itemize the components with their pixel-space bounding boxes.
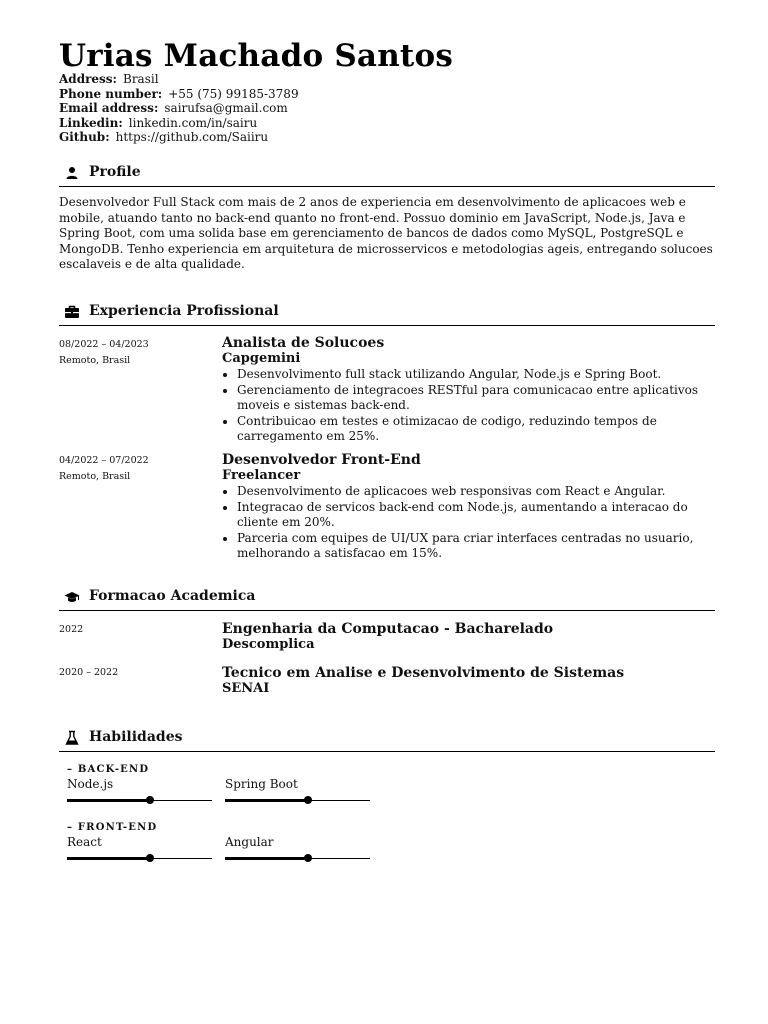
skill-name: Angular [225,835,274,849]
section-title: Habilidades [89,729,183,745]
skill-level-marker [304,796,312,804]
briefcase-icon [64,304,80,320]
contact-label: Phone number: [59,86,163,101]
user-icon [64,165,80,181]
contact-label: Linkedin: [59,115,123,130]
skill-level-marker [304,854,312,862]
contact-value: +55 (75) 99185-3789 [168,86,299,101]
section-title: Profile [89,164,141,180]
contact-linkedin [59,116,299,131]
skill-category: – FRONT-END [67,822,158,833]
skill-level-marker [146,854,154,862]
skill-bar-fill [67,857,150,860]
skill-bar-fill [67,799,150,802]
contact-value: https://github.com/Saiiru [115,130,269,145]
candidate-name: Urias Machado Santos [59,38,453,74]
education-dates: 2020 – 2022 [59,667,119,678]
skill-category: – BACK-END [67,764,150,775]
skill-level-bar [225,854,370,864]
section-title: Formacao Academica [89,588,256,604]
contact-email [59,101,299,116]
education-dates: 2022 [59,624,84,635]
contact-label: Email address: [59,101,159,116]
skill-name: React [67,835,102,849]
experience-section-header [59,303,715,326]
school-name: SENAI [222,681,270,696]
contact-block [59,72,299,145]
job-bullet: • Desenvolvimento de aplicacoes web responsivas com React e Angular. [237,484,715,500]
graduation-cap-icon [64,589,80,605]
experience-entry [222,335,715,445]
job-bullet: • Integracao de servicos back-end com Node.js, aumentando a interacao do cliente em 20%. [237,500,715,531]
school-name: Descomplica [222,637,315,652]
contact-value: Brasil [123,72,159,86]
skill-item [225,835,370,864]
experience-dates: 08/2022 – 04/2023 [59,339,149,350]
skills-section-header [59,729,715,752]
contact-label: Github: [59,130,110,145]
job-bullet: • Desenvolvimento full stack utilizando Angular, Node.js e Spring Boot. [237,367,715,383]
experience-entry [222,452,715,562]
skill-name: Spring Boot [225,777,298,791]
profile-section-header [59,164,715,187]
skill-level-bar [225,796,370,806]
job-bullet: • Parceria com equipes de UI/UX para criar interfaces centradas no usuario, melhorando a satisfacao em 15%. [237,531,715,562]
skill-level-bar [67,796,212,806]
flask-icon [64,730,80,746]
company-name: Freelancer [222,468,301,483]
job-bullets [222,367,715,445]
experience-location: Remoto, Brasil [59,354,131,366]
job-bullets [222,484,715,562]
job-title: Desenvolvedor Front-End [222,452,421,468]
job-bullet: • Gerenciamento de integracoes RESTful para comunicacao entre aplicativos moveis e sistemas back-end. [237,383,715,414]
section-title: Experiencia Profissional [89,303,279,319]
contact-label: Address: [59,72,117,86]
degree-title: Engenharia da Computacao - Bacharelado [222,621,554,637]
contact-address [59,72,299,87]
skill-level-marker [146,796,154,804]
experience-location: Remoto, Brasil [59,470,131,482]
contact-phone [59,87,299,102]
contact-github [59,130,299,145]
skill-level-bar [67,854,212,864]
skill-item [225,777,370,806]
experience-meta [59,453,149,484]
skill-name: Node.js [67,777,114,791]
skill-item [67,835,212,864]
contact-value: linkedin.com/in/sairu [128,115,258,130]
education-entry [222,665,715,696]
skill-item [67,777,212,806]
experience-dates: 04/2022 – 07/2022 [59,455,149,466]
experience-meta [59,337,149,368]
degree-title: Tecnico em Analise e Desenvolvimento de Sistemas [222,665,625,681]
job-bullet: • Contribuicao em testes e otimizacao de codigo, reduzindo tempos de carregamento em 25%. [237,414,715,445]
skill-bar-fill [225,857,308,860]
job-title: Analista de Solucoes [222,335,385,351]
profile-summary: Desenvolvedor Full Stack com mais de 2 anos de experiencia em desenvolvimento de aplicacoes web e mobile, atuando tanto no back-end quanto no front-end. Possuo dominio em JavaScript, Node.js, Java e Spring Boot, com uma solida base em gerenciamento de bancos de dados como MySQL, PostgreSQL e MongoDB. Tenho experiencia em arquitetura de microsservicos e metodologias ageis, entregando solucoes escalaveis e de alta qualidade. [59,195,713,271]
education-entry [222,621,715,652]
contact-value: sairufsa@gmail.com [164,101,288,116]
skill-bar-fill [225,799,308,802]
company-name: Capgemini [222,351,301,366]
education-section-header [59,588,715,611]
